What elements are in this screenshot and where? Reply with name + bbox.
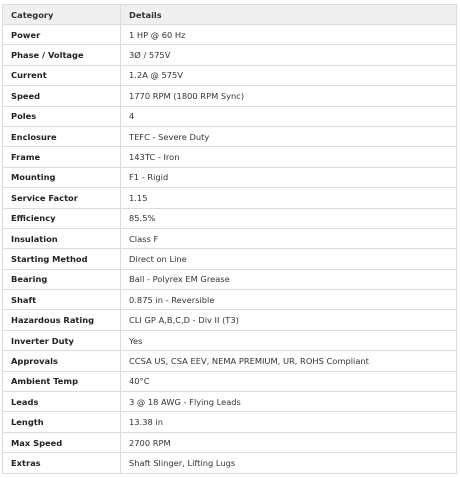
row-category: Approvals [3, 351, 121, 371]
row-details: 1770 RPM (1800 RPM Sync) [121, 86, 457, 106]
row-details: 2700 RPM [121, 432, 457, 452]
table-row [3, 371, 457, 391]
row-details: 85.5% [121, 208, 457, 228]
row-category: Length [3, 412, 121, 432]
table-row [3, 106, 457, 126]
specifications-table-container [2, 4, 456, 474]
row-details: 4 [121, 106, 457, 126]
row-details: TEFC - Severe Duty [121, 126, 457, 146]
row-category: Extras [3, 453, 121, 473]
table-row [3, 392, 457, 412]
row-category: Current [3, 65, 121, 85]
row-category: Max Speed [3, 432, 121, 452]
row-category: Phase / Voltage [3, 45, 121, 65]
row-details: Shaft Slinger, Lifting Lugs [121, 453, 457, 473]
row-category: Power [3, 25, 121, 45]
row-details: 40°C [121, 371, 457, 391]
row-details: 1 HP @ 60 Hz [121, 25, 457, 45]
table-row [3, 269, 457, 289]
table-row [3, 86, 457, 106]
header-category: Category [3, 5, 121, 25]
row-details: 1.15 [121, 188, 457, 208]
row-category: Service Factor [3, 188, 121, 208]
row-category: Starting Method [3, 249, 121, 269]
table-row [3, 65, 457, 85]
table-header-row [3, 5, 457, 25]
row-details: 3Ø / 575V [121, 45, 457, 65]
row-details: Class F [121, 228, 457, 248]
row-category: Inverter Duty [3, 330, 121, 350]
row-details: Ball - Polyrex EM Grease [121, 269, 457, 289]
table-row [3, 351, 457, 371]
row-category: Hazardous Rating [3, 310, 121, 330]
row-category: Enclosure [3, 126, 121, 146]
table-row [3, 25, 457, 45]
table-row [3, 208, 457, 228]
row-details: 13.38 in [121, 412, 457, 432]
table-row [3, 432, 457, 452]
table-row [3, 412, 457, 432]
row-category: Speed [3, 86, 121, 106]
row-details: 0.875 in - Reversible [121, 290, 457, 310]
row-category: Poles [3, 106, 121, 126]
row-details: CCSA US, CSA EEV, NEMA PREMIUM, UR, ROHS Compliant [121, 351, 457, 371]
row-details: Yes [121, 330, 457, 350]
row-details: Direct on Line [121, 249, 457, 269]
row-details: F1 - Rigid [121, 167, 457, 187]
row-category: Insulation [3, 228, 121, 248]
header-details: Details [121, 5, 457, 25]
table-row [3, 167, 457, 187]
row-category: Ambient Temp [3, 371, 121, 391]
table-row [3, 147, 457, 167]
table-row [3, 126, 457, 146]
table-row [3, 290, 457, 310]
row-category: Shaft [3, 290, 121, 310]
table-row [3, 249, 457, 269]
table-row [3, 453, 457, 473]
row-category: Frame [3, 147, 121, 167]
row-category: Leads [3, 392, 121, 412]
row-details: 1.2A @ 575V [121, 65, 457, 85]
table-row [3, 45, 457, 65]
row-category: Efficiency [3, 208, 121, 228]
row-details: 143TC - Iron [121, 147, 457, 167]
table-row [3, 330, 457, 350]
table-row [3, 228, 457, 248]
row-details: 3 @ 18 AWG - Flying Leads [121, 392, 457, 412]
row-category: Bearing [3, 269, 121, 289]
table-row [3, 188, 457, 208]
specifications-table [2, 4, 457, 474]
row-category: Mounting [3, 167, 121, 187]
table-row [3, 310, 457, 330]
row-details: CLI GP A,B,C,D - Div II (T3) [121, 310, 457, 330]
